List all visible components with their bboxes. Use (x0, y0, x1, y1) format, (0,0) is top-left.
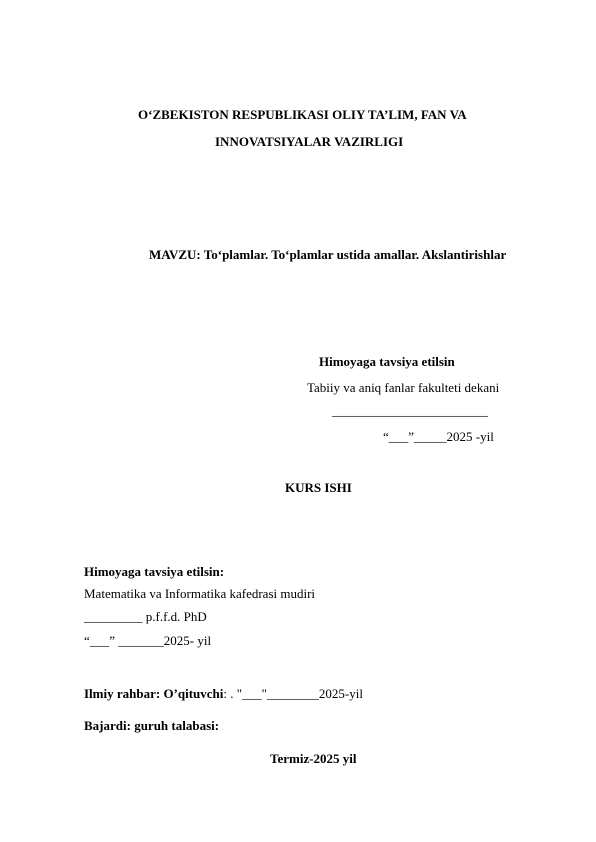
department-approval-title: Himoyaga tavsiya etilsin: (84, 564, 225, 579)
dean-approval-date: “___”_____2025 -yil (383, 429, 494, 444)
topic-title: MAVZU: To‘plamlar. To‘plamlar ustida amallar. Akslantirishlar (149, 247, 507, 262)
ministry-line-2: INNOVATSIYALAR VAZIRLIGI (215, 134, 404, 149)
supervisor-date: : . "___"________2025-yil (223, 686, 363, 701)
ministry-line-1: O‘ZBEKISTON RESPUBLIKASI OLIY TA’LIM, FAN VA (138, 107, 467, 122)
department-signature: _________ p.f.f.d. PhD (84, 609, 207, 624)
supervisor-label: Ilmiy rahbar: O’qituvchi (84, 686, 224, 701)
supervisor-line (84, 687, 363, 700)
document-type: KURS ISHI (285, 480, 352, 495)
performer-line: Bajardi: guruh talabasi: (84, 718, 220, 733)
dean-position: Tabiiy va aniq fanlar fakulteti dekani (307, 380, 500, 395)
department-approval-date: “___” _______2025- yil (84, 633, 212, 648)
department-position: Matematika va Informatika kafedrasi mudiri (84, 586, 316, 601)
footer-city-year: Termiz-2025 yil (270, 751, 357, 766)
dean-approval-title: Himoyaga tavsiya etilsin (319, 354, 455, 369)
dean-signature-line: ________________________ (332, 403, 488, 418)
